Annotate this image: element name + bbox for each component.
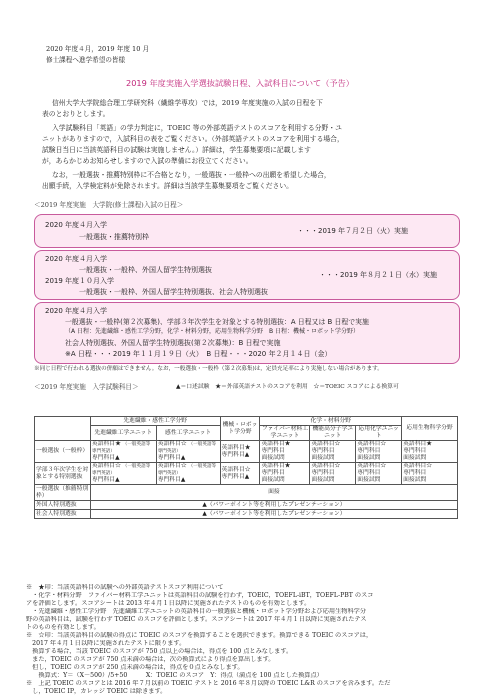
note-line: 換算式：Y＝（X－500）/5+50 X：TOEIC のスコア Y：得点（満点を 100 点とした換算点） xyxy=(26,672,323,679)
intro-line: が，あらかじめお知らせしますので入試の準備にお役立てください。 xyxy=(42,157,253,165)
schedule-entry-type: 一般選抜・一般枠、外国人留学生特別選抜、社会人特別選抜 xyxy=(79,288,268,296)
header-group: 先進繊維・感性工学分野 xyxy=(90,417,220,426)
note-line: また，TOEIC のスコアが 750 点未満の場合は，次の換算式により得点を算出します。 xyxy=(26,656,275,663)
schedule-entry-detail: （A 日程：先進繊維・感性工学分野，化学・材料分野，応用生物科学分野 B 日程：機械・ロボット学分野） xyxy=(65,328,360,335)
subjects-heading: ＜2019 年度実施 入学試験科目＞ xyxy=(34,383,139,391)
header-group: 化学・材料分野 xyxy=(260,417,402,426)
schedule-box-1 xyxy=(34,214,460,248)
date-line: 2020 年度４月，2019 年度 10 月 xyxy=(46,45,150,53)
row-label: 一般選抜（推薦特別枠） xyxy=(35,485,91,501)
schedule-entry-type: 一般選抜・推薦特別枠 xyxy=(79,233,149,241)
note-line: トのものを有効とします。 xyxy=(26,624,100,631)
note-line: ・先進繊維・感性工学分野 先進繊維工学ユニットの英語科目の一般選抜と機械・ロボット学分野および応用生物科学分 xyxy=(26,608,367,615)
row-label: 外国人特別選抜 xyxy=(35,501,91,510)
table-cell: 英語科目☆ 専門科目 面接試問 xyxy=(310,441,356,463)
schedule-entry-year: 2020 年度４月入学 xyxy=(45,221,108,229)
table-cell: 英語科目★ 専門科目▲ xyxy=(220,441,260,463)
table-cell: 英語科目★ （一般英語等専門英語） 専門科目▲ xyxy=(90,441,156,463)
table-cell: 英語科目☆ （一般英語等専門英語） 専門科目▲ xyxy=(156,441,220,463)
subjects-table xyxy=(34,416,458,519)
schedule-date: ・・・2019 年７月２日（火）実施 xyxy=(297,227,409,235)
intro-line: なお，一般選抜・推薦特別枠に不合格となり，一般選抜・一般枠への出願を希望した場合， xyxy=(52,171,331,179)
table-cell: ▲（パワーポイント等を利用したプレゼンテーション） xyxy=(90,501,457,510)
schedule-dates: ※A 日程・・・2019 年１１月１９日（火） B 日程・・・2020 年２月１４日（金） xyxy=(65,350,332,358)
header-unit: 機能高分子学ユニット xyxy=(310,426,356,441)
intro-line: 出願手続，入学検定料が免除されます。詳細は当該学生募集要項をご覧ください。 xyxy=(42,182,293,190)
intro-line: ニットがありますので，入試科目の表をご覧ください。（外部英語テストのスコアを利用する場合， xyxy=(42,135,344,143)
header-group: 応用生物科学分野 xyxy=(402,417,458,441)
schedule-heading: ＜2019 年度実施 大学院(修士課程)入試の日程＞ xyxy=(34,201,184,209)
page-title: 2019 年度実施入学選抜試験日程、入試科目について（予告） xyxy=(126,78,354,88)
schedule-entry-year: 2020 年度４月入学 xyxy=(45,255,108,263)
row-label: 一般選抜（一般枠） xyxy=(35,441,91,463)
table-cell: 英語科目☆ 専門科目 面接試問 xyxy=(356,463,402,485)
header-group: 機械・ロボット学分野 xyxy=(220,417,260,441)
notes xyxy=(26,584,466,696)
table-cell: 英語科目★ 専門科目 面接試問 xyxy=(260,441,310,463)
schedule-box-3 xyxy=(34,302,460,364)
note-line: 但し，TOEIC のスコアが 250 点未満の場合は，得点を０点とみなします。 xyxy=(26,664,244,671)
schedule-box-2 xyxy=(34,250,460,300)
table-cell: 英語科目★ 専門科目 面接試問 xyxy=(260,463,310,485)
schedule-date: ・・・2019 年８月２１日（水）実施 xyxy=(319,271,438,279)
table-cell: 英語科目☆ 専門科目▲ xyxy=(220,463,260,485)
note-line: 換算する場合，当該 TOEIC のスコアが 750 点以上の場合は，得点を 100 点とみなします。 xyxy=(26,648,293,655)
note-line: ※ ★印：当該英語科目の試験への外部英語テストスコア利用について xyxy=(26,584,224,591)
note-line: 2017 年４月１日以降に実施されたテストに限ります。 xyxy=(26,640,186,647)
header-unit: 感性工学ユニット xyxy=(156,426,220,441)
intro-line: 表のとおりとします。 xyxy=(42,110,110,118)
schedule-entry-year: 2019 年度１０月入学 xyxy=(45,277,115,285)
header-unit: ファイバー材料工学ユニット xyxy=(261,426,308,439)
header-unit: 先進繊維工学ユニット xyxy=(90,426,156,441)
legend: ▲＝口述試験 ★＝外部英語テストのスコアを利用 ☆＝TOEIC スコアによる換算可 xyxy=(176,384,399,390)
schedule-note: ※同じ日程で行われる選抜の併願はできません。なお，一般選抜・一般枠（第２次募集)は，定員充足率により実施しない場合があります。 xyxy=(34,366,383,372)
table-cell: 英語科目★ 専門科目 面接試問 xyxy=(402,441,458,463)
table-cell: 英語科目☆ 専門科目 面接試問 xyxy=(310,463,356,485)
intro-line: 入学試験科目「英語」の学力判定に，TOEIC 等の外部英語テストのスコアを利用する分野・ユ xyxy=(52,124,342,132)
table-cell: 英語科目☆ 専門科目 面接試問 xyxy=(402,463,458,485)
schedule-entry-type: 一般選抜・一般枠、外国人留学生特別選抜 xyxy=(79,266,212,274)
note-line: ・化学・材料分野 ファイバー材料工学ユニットは英語科目の試験を行わず，TOEIC，TOEFL-iBT，TOEFL-PBT のスコ xyxy=(26,592,374,599)
note-line: し，TOEIC IP，カレッジ TOEIC は除きます。 xyxy=(26,688,167,695)
schedule-entry-year: 2020 年度４月入学 xyxy=(45,307,108,315)
note-line: アを評価とします。スコアシートは 2013 年４月１日以降に実施されたテストのものを有効とします。 xyxy=(26,600,311,607)
addressee: 修士課程へ進学希望の皆様 xyxy=(46,56,126,64)
intro-line: 試験日当日に当該英語科目の試験は実施しません。）詳細は，学生募集要項に記載します xyxy=(42,146,311,154)
note-line: 野の英語科目は，試験を行わず TOEIC のスコアを評価とします。スコアシートは 2017 年４月１日以降に実施されたテス xyxy=(26,616,367,623)
schedule-entry-type: 社会人特別選抜、外国人留学生特別選抜(第２次募集)：B 日程で実施 xyxy=(65,339,281,347)
header-unit: 応用化学ユニット xyxy=(356,426,402,441)
schedule-entry-type: 一般選抜・一般枠(第２次募集)、学部３年次学生を対象とする特別選抜：A 日程又は B 日程で実施 xyxy=(65,318,369,326)
intro-line: 信州大学大学院総合理工学研究科（繊維学専攻）では，2019 年度実施の入試の日程を下 xyxy=(52,99,323,107)
row-label: 学部３年次学生を対象とする特別選抜 xyxy=(35,463,91,485)
table-cell: 英語科目☆ （一般英語等専門英語） 専門科目▲ xyxy=(90,463,156,485)
table-cell: ▲（パワーポイント等を利用したプレゼンテーション） xyxy=(90,510,457,519)
table-cell: 英語科目☆ 専門科目 面接試問 xyxy=(356,441,402,463)
table-corner xyxy=(35,417,91,441)
table-cell: 英語科目☆ （一般英語等専門英語） 専門科目▲ xyxy=(156,463,220,485)
row-label: 社会人特別選抜 xyxy=(35,510,91,519)
note-line: ※ 上記 TOEIC のスコアとは 2016 年７月以前の TOEIC テストと 2016 年８月以降の TOEIC L&R のスコアを含みます。ただ xyxy=(26,680,391,687)
note-line: ※ ☆印：当該英語科目の試験の得点に TOEIC のスコアを換算することを選択できます。換算できる TOEIC のスコアは， xyxy=(26,632,373,639)
table-cell: 面接 xyxy=(90,485,457,501)
